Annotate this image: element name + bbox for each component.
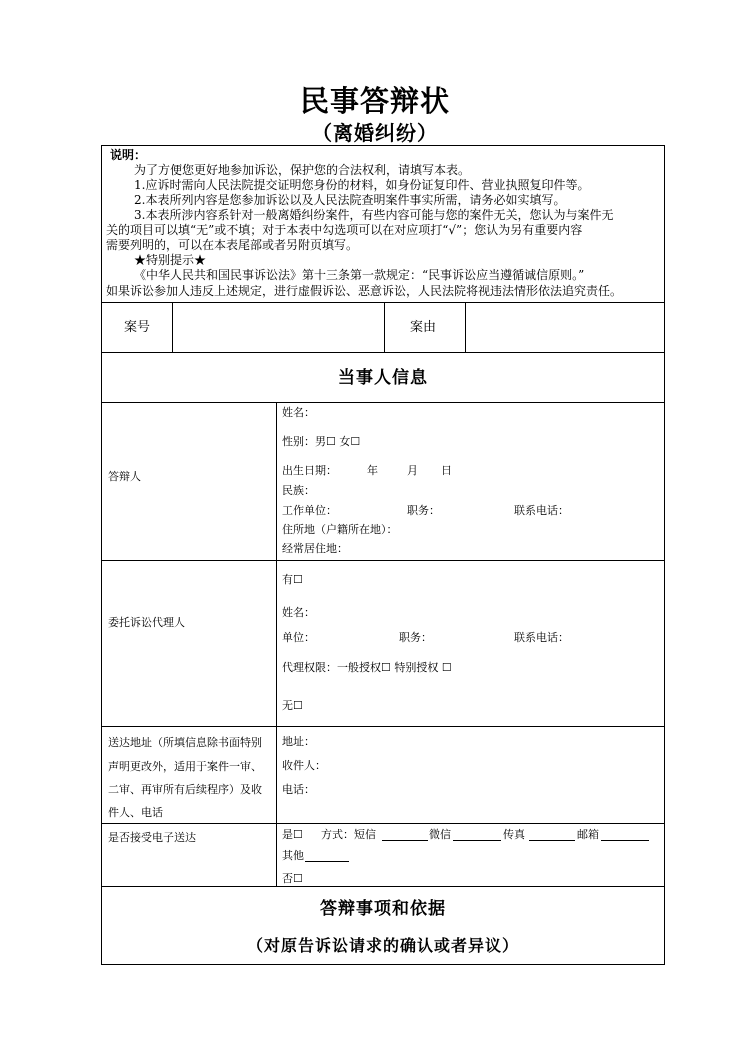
e-service-method-wechat[interactable]: 微信 xyxy=(429,828,451,841)
notes-intro: 为了方便您更好地参加诉讼，保护您的合法权利，请填写本表。 xyxy=(134,163,471,177)
law-line-2: 如果诉讼参加人违反上述规定，进行虚假诉讼、恶意诉讼，人民法院将视违法情形依法追究责任。 xyxy=(106,284,623,298)
e-service-method-email[interactable]: 邮箱 xyxy=(577,828,599,841)
respondent-residence[interactable]: 经常居住地： xyxy=(282,542,348,555)
birth-day: 日 xyxy=(441,464,452,477)
respondent-label: 答辩人 xyxy=(108,470,141,483)
case-number-label: 案号 xyxy=(124,320,151,335)
service-address[interactable]: 地址： xyxy=(282,735,315,748)
service-phone[interactable]: 电话： xyxy=(282,783,315,796)
respondent-ethnicity[interactable]: 民族： xyxy=(282,484,315,497)
e-service-method-fax[interactable]: 传真 xyxy=(503,828,525,841)
party-info-heading: 当事人信息 xyxy=(338,368,428,388)
divider xyxy=(101,560,665,561)
e-service-label: 是否接受电子送达 xyxy=(108,831,196,844)
fax-underline[interactable] xyxy=(529,829,575,841)
special-notice: ★特别提示★ xyxy=(134,253,207,267)
service-label-line-2: 声明更改外，适用于案件一审、 xyxy=(108,760,262,773)
sms-underline[interactable] xyxy=(382,829,428,841)
e-service-no-checkbox[interactable]: 否☐ xyxy=(282,872,303,885)
notes-item-2: 2.本表所列内容是您参加诉讼以及人民法院查明案件事实所需，请务必如实填写。 xyxy=(134,193,566,207)
wechat-underline[interactable] xyxy=(453,829,501,841)
agent-authority[interactable]: 代理权限：一般授权☐ 特别授权 ☐ xyxy=(282,661,452,674)
divider xyxy=(101,302,665,303)
email-underline[interactable] xyxy=(601,829,649,841)
service-label-line-4: 件人、电话 xyxy=(108,806,163,819)
divider xyxy=(101,886,665,887)
divider xyxy=(101,823,665,824)
respondent-name[interactable]: 姓名： xyxy=(282,406,315,419)
notes-item-3-line-3: 需要列明的，可以在本表尾部或者另附页填写。 xyxy=(106,238,359,252)
respondent-employer[interactable]: 工作单位： xyxy=(282,504,337,517)
other-underline[interactable] xyxy=(305,850,349,862)
notes-item-1: 1.应诉时需向人民法院提交证明您身份的材料，如身份证复印件、营业执照复印件等。 xyxy=(134,178,590,192)
defense-subheading: （对原告诉讼请求的确认或者异议） xyxy=(246,936,519,955)
e-service-yes-checkbox[interactable]: 是☐ xyxy=(282,828,303,841)
service-recipient[interactable]: 收件人： xyxy=(282,759,326,772)
e-service-method-sms[interactable]: 方式：短信 xyxy=(321,828,376,841)
respondent-birth-label[interactable]: 出生日期： xyxy=(282,464,337,477)
e-service-method-other[interactable]: 其他 xyxy=(282,849,304,862)
divider xyxy=(276,402,277,886)
document-title: 民事答辩状 xyxy=(299,84,450,118)
agent-unit[interactable]: 单位： xyxy=(282,631,315,644)
respondent-phone[interactable]: 联系电话： xyxy=(514,504,569,517)
birth-month: 月 xyxy=(407,464,418,477)
law-line-1: 《中华人民共和国民事诉讼法》第十三条第一款规定：“民事诉讼应当遵循诚信原则。” xyxy=(134,268,585,282)
agent-name[interactable]: 姓名： xyxy=(282,606,315,619)
case-cause-label: 案由 xyxy=(410,320,437,335)
case-number-field[interactable] xyxy=(174,304,382,350)
respondent-gender[interactable]: 性别：男☐ 女☐ xyxy=(282,435,361,448)
notes-item-3-line-1: 3.本表所涉内容系针对一般离婚纠纷案件，有些内容可能与您的案件无关，您认为与案件无 xyxy=(134,208,614,222)
notes-item-3-line-2: 关的项目可以填“无”或不填；对于本表中勾选项可以在对应项打“√”；您认为另有重要内容 xyxy=(106,223,583,237)
birth-year: 年 xyxy=(367,464,378,477)
service-label-line-3: 二审、再审所有后续程序）及收 xyxy=(108,783,262,796)
notes-heading: 说明： xyxy=(110,148,147,162)
agent-none-checkbox[interactable]: 无☐ xyxy=(282,699,303,712)
divider xyxy=(101,726,665,727)
agent-label: 委托诉讼代理人 xyxy=(108,616,185,629)
respondent-position[interactable]: 职务： xyxy=(407,504,440,517)
divider xyxy=(172,302,173,352)
respondent-domicile[interactable]: 住所地（户籍所在地）： xyxy=(282,523,398,536)
document-subtitle: （离婚纠纷） xyxy=(312,121,438,145)
case-cause-field[interactable] xyxy=(467,304,663,350)
service-label-line-1: 送达地址（所填信息除书面特别 xyxy=(108,736,262,749)
divider xyxy=(101,402,665,403)
divider xyxy=(465,302,466,352)
agent-position[interactable]: 职务： xyxy=(399,631,432,644)
agent-phone[interactable]: 联系电话： xyxy=(514,631,569,644)
defense-heading: 答辩事项和依据 xyxy=(320,899,446,919)
divider xyxy=(384,302,385,352)
divider xyxy=(101,352,665,353)
agent-has-checkbox[interactable]: 有☐ xyxy=(282,573,303,586)
